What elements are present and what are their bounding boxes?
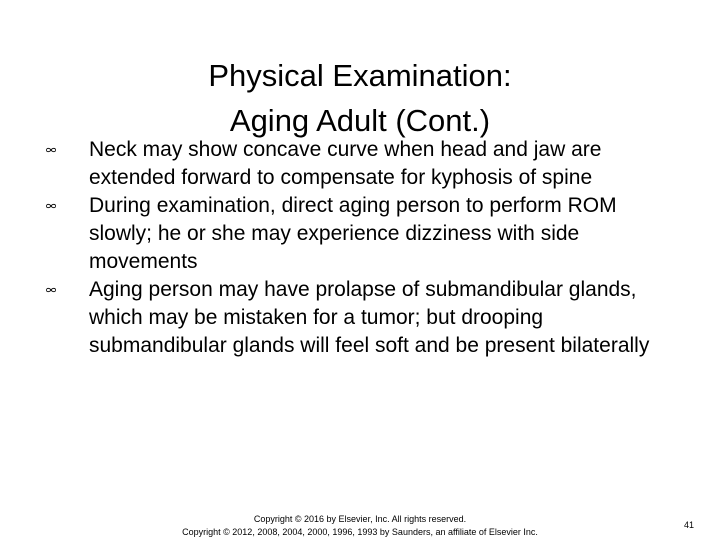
infinity-bullet-icon xyxy=(45,284,57,296)
slide-title-line-1: Physical Examination: xyxy=(208,57,512,93)
bullet-text: Neck may show concave curve when head and jaw are extended forward to compensate for kyphosis of spine xyxy=(89,138,602,189)
infinity-bullet-icon xyxy=(45,144,57,156)
bullet-text: During examination, direct aging person to perform ROM slowly; he or she may experience dizziness with side movements xyxy=(89,194,617,273)
bullet-item-neck-curve xyxy=(40,136,670,192)
infinity-bullet-icon xyxy=(45,200,57,212)
bullet-text: Aging person may have prolapse of submandibular glands, which may be mistaken for a tumor; but drooping submandibular glands will feel soft and be present bilaterally xyxy=(89,278,650,357)
slide-number: 41 xyxy=(684,520,695,530)
bullet-item-rom-slowly xyxy=(40,192,670,276)
bullet-item-submandibular-glands xyxy=(40,276,670,360)
footer-copyright xyxy=(140,513,580,539)
copyright-line-2: Copyright © 2012, 2008, 2004, 2000, 1996, 1993 by Saunders, an affiliate of Elsevier Inc. xyxy=(182,527,538,537)
slide-title xyxy=(90,53,630,143)
bullet-list xyxy=(40,136,670,360)
copyright-line-1: Copyright © 2016 by Elsevier, Inc. All rights reserved. xyxy=(253,514,467,524)
slide-title-line-2: Aging Adult (Cont.) xyxy=(229,102,491,138)
